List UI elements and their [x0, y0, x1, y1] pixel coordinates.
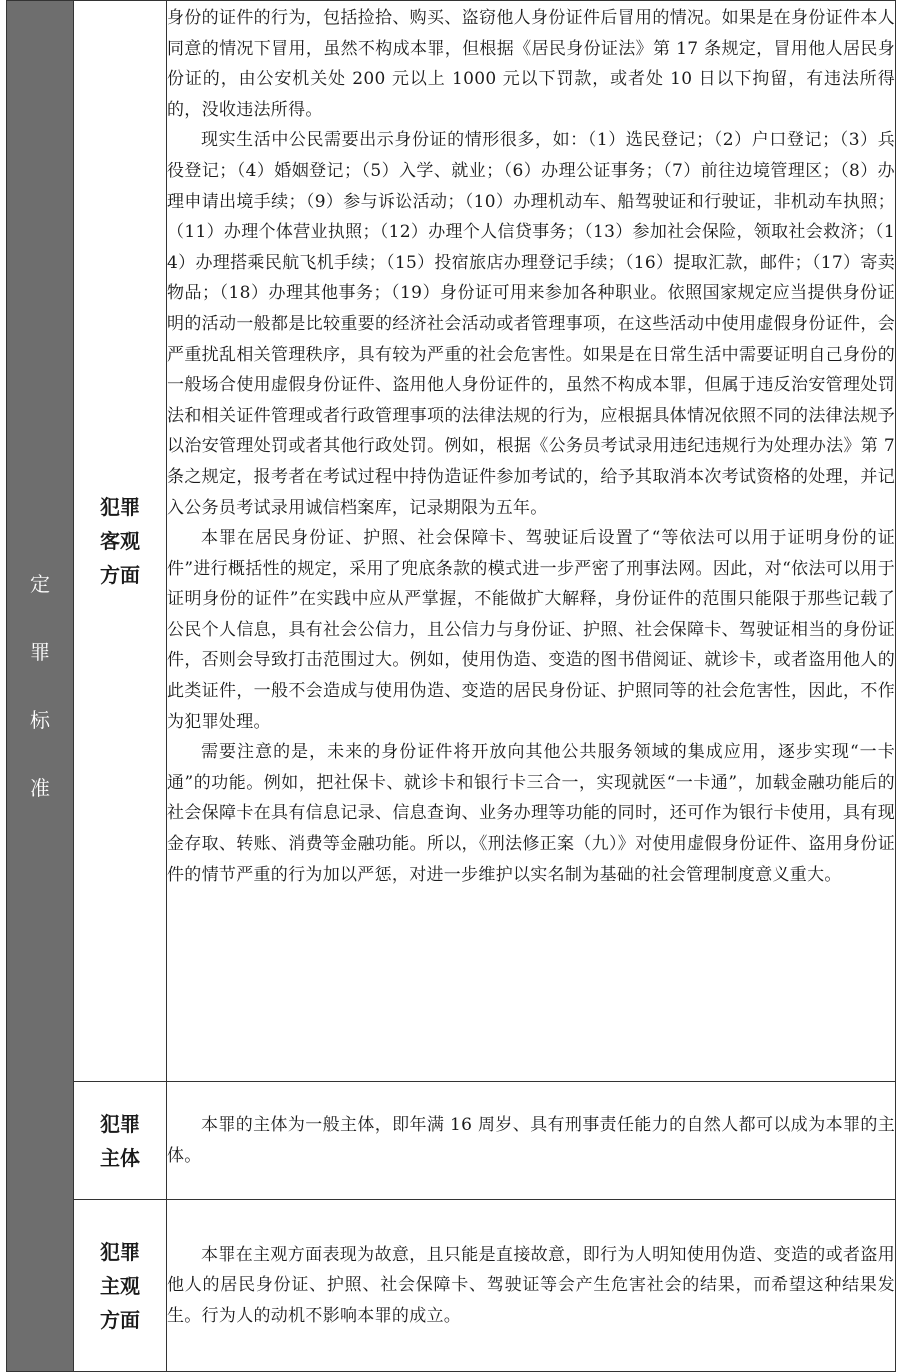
- label-line: 犯罪: [100, 1239, 140, 1264]
- side-header-char: 罪: [30, 640, 50, 664]
- content-subject: [167, 1082, 896, 1200]
- content-subjective: [167, 1200, 896, 1372]
- label-line: 方面: [100, 1307, 140, 1332]
- label-line: 主观: [100, 1273, 140, 1298]
- paragraph: 需要注意的是，未来的身份证件将开放向其他公共服务领域的集成应用，逐步实现“一卡通”的功能。例如，把社保卡、就诊卡和银行卡三合一，实现就医“一卡通”，加载金融功能后的社会保障卡在具有信息记录、信息查询、业务办理等功能的同时，还可作为银行卡使用，具有现金存取、转账、消费等金融功能。所以，《刑法修正案（九）》对使用虚假身份证件、盗用身份证件的情节严重的行为加以严惩，对进一步维护以实名制为基础的社会管理制度意义重大。: [167, 742, 895, 885]
- side-header-cell: [7, 1, 74, 1372]
- label-line: 客观: [100, 529, 140, 553]
- side-header-char: 定: [30, 572, 50, 596]
- table-row-objective: [7, 1, 896, 1082]
- content-objective: [167, 1, 896, 1082]
- paragraph: 身份的证件的行为，包括捡拾、购买、盗窃他人身份证件后冒用的情况。如果是在身份证件本人同意的情况下冒用，虽然不构成本罪，但根据《居民身份证法》第 17 条规定，冒用他人居民身份证的，由公安机关处 200 元以上 1000 元以下罚款，或者处 10 日以下拘留，有违法所得的，没收违法所得。: [167, 8, 895, 120]
- side-header-text: [7, 550, 73, 822]
- label-line: 方面: [100, 563, 140, 587]
- row-label-subject: [74, 1082, 167, 1200]
- paragraph: 本罪的主体为一般主体，即年满 16 周岁、具有刑事责任能力的自然人都可以成为本罪的主体。: [167, 1114, 895, 1166]
- paragraph: 现实生活中公民需要出示身份证的情形很多，如：（1）选民登记；（2）户口登记；（3）兵役登记；（4）婚姻登记；（5）入学、就业；（6）办理公证事务；（7）前往边境管理区；（8）办理申请出境手续；（9）参与诉讼活动；（10）办理机动车、船驾驶证和行驶证，非机动车执照；（11）办理个体营业执照；（12）办理个人信贷事务；（13）参加社会保险，领取社会救济；（14）办理搭乘民航飞机手续；（15）投宿旅店办理登记手续；（16）提取汇款，邮件；（17）寄卖物品；（18）办理其他事务；（19）身份证可用来参加各种职业。依照国家规定应当提供身份证明的活动一般都是比较重要的经济社会活动或者管理事项，在这些活动中使用虚假身份证件，会严重扰乱相关管理秩序，具有较为严重的社会危害性。如果是在日常生活中需要证明自己身份的一般场合使用虚假身份证件、盗用他人身份证件的，虽然不构成本罪，但属于违反治安管理处罚法和相关证件管理或者行政管理事项的法律法规的行为，应根据具体情况依照不同的法律法规予以治安管理处罚或者其他行政处罚。例如，根据《公务员考试录用违纪违规行为处理办法》第 7 条之规定，报考者在考试过程中持伪造证件参加考试的，给予其取消本次考试资格的处理，并记入公务员考试录用诚信档案库，记录期限为五年。: [167, 130, 895, 518]
- label-line: 犯罪: [100, 1111, 140, 1136]
- crime-standard-table: [6, 0, 896, 1372]
- paragraph: 本罪在居民身份证、护照、社会保障卡、驾驶证后设置了“等依法可以用于证明身份的证件”进行概括性的规定，采用了兜底条款的模式进一步严密了刑事法网。因此，对“依法可以用于证明身份的证件”在实践中应从严掌握，不能做扩大解释，身份证件的范围只能限于那些记载了公民个人信息，具有社会公信力，且公信力与身份证、护照、社会保障卡、驾驶证相当的身份证件，否则会导致打击范围过大。例如，使用伪造、变造的图书借阅证、就诊卡，或者盗用他人的此类证件，一般不会造成与使用伪造、变造的居民身份证、护照同等的社会危害性，因此，不作为犯罪处理。: [167, 528, 895, 732]
- label-line: 主体: [100, 1145, 140, 1170]
- side-header-char: 准: [30, 776, 50, 800]
- row-label-subjective: [74, 1200, 167, 1372]
- table-row-subject: [7, 1082, 896, 1200]
- label-line: 犯罪: [100, 495, 140, 519]
- row-label-objective: [74, 1, 167, 1082]
- paragraph: 本罪在主观方面表现为故意，且只能是直接故意，即行为人明知使用伪造、变造的或者盗用他人的居民身份证、护照、社会保障卡、驾驶证等会产生危害社会的结果，而希望这种结果发生。行为人的动机不影响本罪的成立。: [167, 1244, 895, 1326]
- side-header-char: 标: [30, 708, 50, 732]
- table-row-subjective: [7, 1200, 896, 1372]
